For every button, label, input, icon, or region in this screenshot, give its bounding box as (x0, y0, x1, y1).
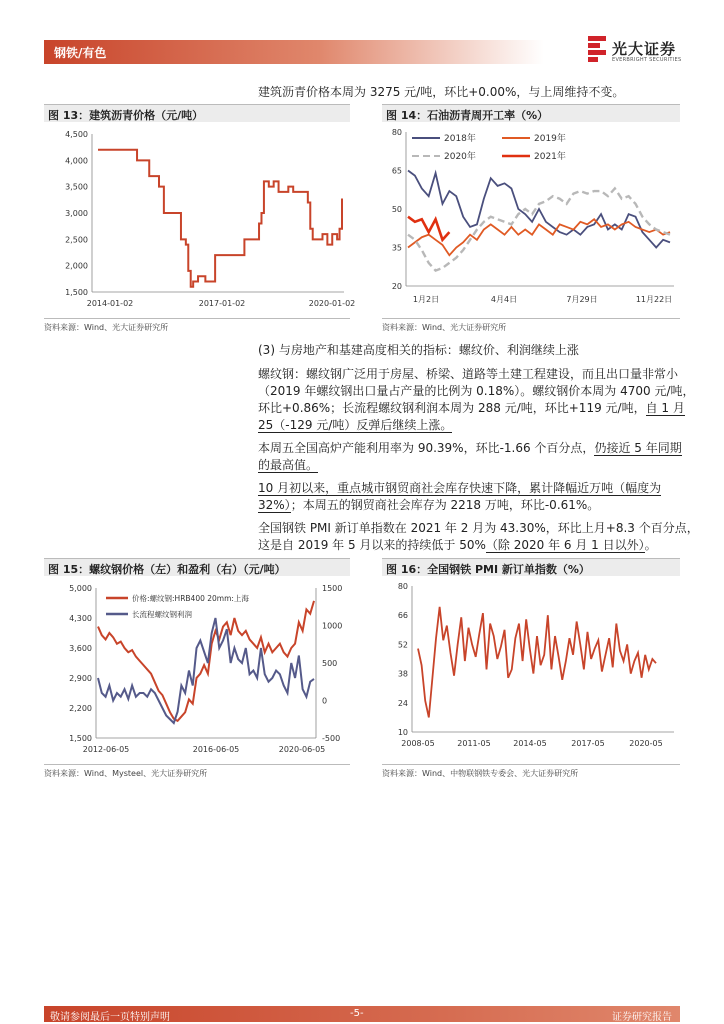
fig16-ytick-label: 66 (397, 611, 408, 621)
fig16-xtick-label: 2011-05 (457, 739, 491, 748)
brand-logo (588, 36, 698, 66)
fig15-y2tick-label: 1000 (322, 621, 343, 631)
fig16-ytick-label: 80 (397, 582, 408, 591)
pmi-para: 全国钢铁 PMI 新订单指数在 2021 年 2 月为 43.30%，环比上月+8.3 个百分点， 这是自 2019 年 5 月以来的持续低于 50%（除 2020 年 6 月 1 日以外）。 (258, 521, 699, 552)
fig13-source: 资料来源：Wind、光大证券研究所 (44, 323, 169, 332)
fig14-xtick-label: 1月2日 (412, 295, 440, 304)
fig16-ytick-label: 38 (397, 669, 408, 679)
fig14-legend-label: 2018年 (444, 134, 476, 144)
fig16-ytick-label: 24 (397, 698, 408, 708)
fig16-xtick-label: 2008-05 (401, 739, 435, 748)
fig15-ytick-label: 5,000 (69, 584, 92, 593)
section-title: 钢铁/有色 (54, 46, 107, 60)
fig15-legend-label: 长流程螺纹钢利润 (132, 610, 192, 619)
fig13-xtick-label: 2020-01-02 (308, 299, 356, 308)
fig16-xtick-label: 2020-05 (629, 739, 663, 748)
fig15-chart (44, 578, 350, 764)
fig15-xtick-label: 2020-06-05 (278, 745, 326, 754)
fig14-legend-label: 2019年 (534, 134, 566, 144)
fig15-y2tick-label: -500 (322, 734, 341, 743)
fig14-ytick-label: 35 (391, 243, 402, 253)
fig13-series-line (98, 150, 342, 287)
fig14-ytick-label: 65 (391, 166, 402, 176)
fig16-xtick-label: 2014-05 (513, 739, 547, 748)
fig15-y2tick-label: 1500 (322, 584, 343, 593)
fig13-xtick-label: 2017-01-02 (198, 299, 246, 308)
footer-disclaimer: 敬请参阅最后一页特别声明 (50, 1012, 170, 1023)
fig13-ytick-label: 2,500 (65, 235, 88, 245)
fig14-xtick-label: 7月29日 (566, 295, 598, 304)
logo-subtext: EVERBRIGHT SECURITIES (612, 57, 682, 63)
fig13-ytick-label: 2,000 (65, 261, 88, 271)
fig15-y2tick-label: 500 (322, 659, 338, 668)
fig16-title: 图 16：全国钢铁 PMI 新订单指数（%） (382, 558, 680, 576)
fig13-ytick-label: 4,000 (65, 156, 88, 166)
fig13-chart (44, 124, 356, 320)
header-bar (44, 40, 544, 64)
fig13-ytick-label: 3,500 (65, 182, 88, 192)
fig14-ytick-label: 50 (391, 205, 402, 214)
fig15-y2tick-label: 0 (322, 696, 328, 706)
fig14-ytick-label: 80 (391, 128, 402, 137)
fig16-source: 资料来源：Wind、中物联钢铁专委会、光大证券研究所 (382, 769, 579, 778)
fig14-series-2019年 (408, 219, 670, 255)
footer-bar (44, 1006, 680, 1022)
fig15-ytick-label: 4,300 (69, 614, 92, 623)
section-heading: (3) 与房地产和基建高度相关的指标：螺纹价、利润继续上涨 (258, 343, 579, 357)
fig14-legend-label: 2020年 (444, 152, 476, 162)
fig15-ytick-label: 2,900 (69, 674, 92, 683)
fig14-legend-label: 2021年 (534, 152, 566, 162)
fig15-xtick-label: 2016-06-05 (192, 745, 240, 754)
fig16-ytick-label: 10 (397, 728, 408, 737)
fig14-xtick-label: 4月4日 (490, 295, 518, 304)
fig14-xtick-label: 11月22日 (635, 295, 673, 304)
fig13-ytick-label: 4,500 (65, 130, 88, 139)
fig14-chart (382, 124, 680, 320)
blast-furnace-para: 本周五全国高炉产能利用率为 90.39%，环比-1.66 个百分点，仍接近 5 年同期 的最高值。 (258, 441, 682, 472)
page-number: -5- (350, 1008, 364, 1019)
rebar-para: 螺纹钢：螺纹钢广泛用于房屋、桥梁、道路等土建工程建设，而且出口量非常小 （2019 年螺纹钢出口量占产量的比例为 0.18%）。螺纹钢价本周为 4700 元/吨， 环比+0.86%；长流程螺纹钢利润本周为 288 元/吨，环比+119 元/吨，自 1 月 25（-129 元/吨）反弹后继续上涨。 (258, 367, 695, 432)
logo-text: 光大证券 (612, 40, 677, 58)
fig13-ytick-label: 3,000 (65, 209, 88, 218)
inventory-para: 10 月初以来，重点城市钢贸商社会库存快速下降，累计降幅近万吨（幅度为 32%）；本周五的钢贸商社会库存为 2218 万吨，环比-0.61%。 (258, 481, 662, 512)
fig14-title: 图 14：石油沥青周开工率（%） (382, 104, 680, 122)
fig15-source: 资料来源：Wind、Mysteel、光大证券研究所 (44, 769, 208, 778)
fig14-series-2020年 (408, 188, 670, 270)
fig13-xtick-label: 2014-01-02 (86, 299, 134, 308)
fig15-series-price (98, 601, 314, 721)
footer-report-type: 证券研究报告 (612, 1012, 672, 1023)
fig15-ytick-label: 1,500 (69, 734, 92, 743)
fig14-ytick-label: 20 (391, 282, 402, 291)
fig15-ytick-label: 2,200 (69, 704, 92, 713)
fig15-title: 图 15：螺纹钢价格（左）和盈利（右）（元/吨） (44, 558, 350, 576)
fig16-ytick-label: 52 (397, 640, 408, 650)
fig16-xtick-label: 2017-05 (571, 739, 605, 748)
fig14-source: 资料来源：Wind、光大证券研究所 (382, 323, 507, 332)
fig15-ytick-label: 3,600 (69, 644, 92, 653)
fig16-chart (382, 578, 680, 764)
asphalt-price-text: 建筑沥青价格本周为 3275 元/吨，环比+0.00%，与上周维持不变。 (258, 85, 625, 99)
fig13-title: 图 13：建筑沥青价格（元/吨） (44, 104, 350, 122)
logo-mark-icon (588, 36, 606, 62)
fig14-series-2021年 (408, 217, 449, 240)
fig13-ytick-label: 1,500 (65, 288, 88, 297)
fig15-legend-label: 价格:螺纹钢:HRB400 20mm:上海 (132, 594, 249, 603)
fig15-xtick-label: 2012-06-05 (82, 745, 130, 754)
fig16-series-line (418, 607, 656, 718)
